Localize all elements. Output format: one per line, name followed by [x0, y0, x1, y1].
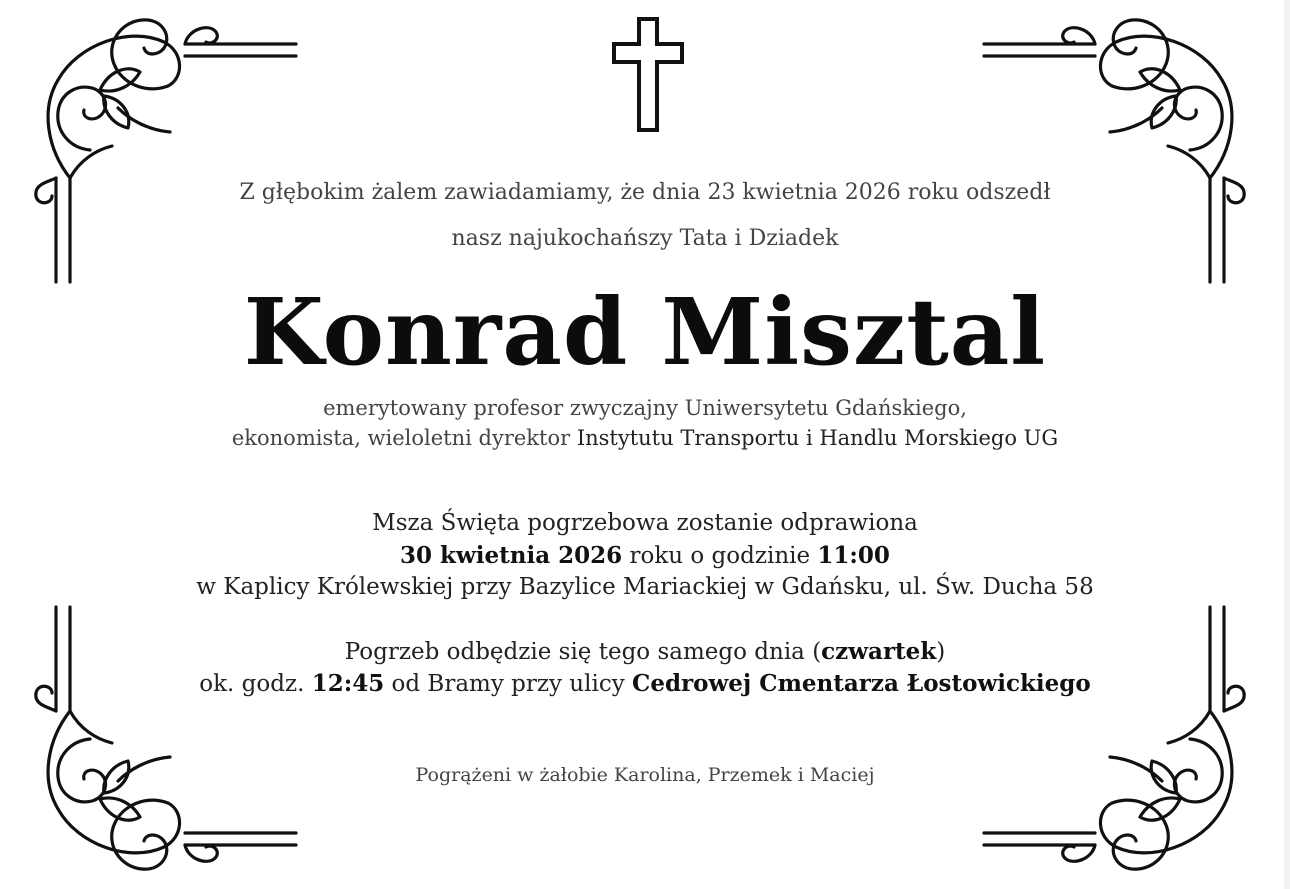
funeral-place: Cedrowej Cmentarza Łostowickiego	[632, 670, 1091, 697]
corner-ornament-top-right	[970, 0, 1280, 300]
role-line-2-prefix: ekonomista, wieloletni dyrektor	[231, 426, 577, 450]
mass-line-3: w Kaplicy Królewskiej przy Bazylice Mariackiej w Gdańsku, ul. Św. Ducha 58	[196, 574, 1094, 600]
corner-ornament-bottom-right	[970, 589, 1280, 889]
role-line-1: emerytowany profesor zwyczajny Uniwersytetu Gdańskiego,	[323, 396, 967, 420]
role-line-2	[0, 426, 1290, 450]
funeral-time: 12:45	[311, 670, 385, 697]
funeral-line-1-end: )	[936, 639, 946, 665]
funeral-line-2-mid: od Bramy przy ulicy	[384, 671, 633, 697]
mass-line-2	[0, 542, 1290, 569]
funeral-line-2	[0, 670, 1290, 697]
corner-ornament-bottom-left	[0, 589, 310, 889]
funeral-line-1	[0, 638, 1290, 665]
intro-line-1: Z głębokim żalem zawiadamiamy, że dnia 23 kwietnia 2026 roku odszedł	[239, 180, 1051, 205]
role-institute: Instytutu Transportu i Handlu Morskiego UG	[576, 426, 1059, 450]
mass-date: 30 kwietnia 2026	[400, 542, 623, 569]
funeral-day: czwartek	[821, 638, 937, 665]
intro-line-2: nasz najukochańszy Tata i Dziadek	[451, 226, 839, 251]
deceased-name: Konrad Misztal	[243, 278, 1047, 386]
funeral-line-1-start: Pogrzeb odbędzie się tego samego dnia (	[344, 639, 822, 665]
funeral-line-2-start: ok. godz.	[199, 671, 312, 697]
latin-cross-icon	[610, 16, 686, 134]
mourners-signature: Pogrążeni w żałobie Karolina, Przemek i Maciej	[415, 764, 875, 786]
mass-mid-text: roku o godzinie	[622, 543, 818, 569]
mass-time: 11:00	[817, 542, 890, 569]
mass-line-1: Msza Święta pogrzebowa zostanie odprawiona	[372, 510, 918, 536]
corner-ornament-top-left	[0, 0, 310, 300]
